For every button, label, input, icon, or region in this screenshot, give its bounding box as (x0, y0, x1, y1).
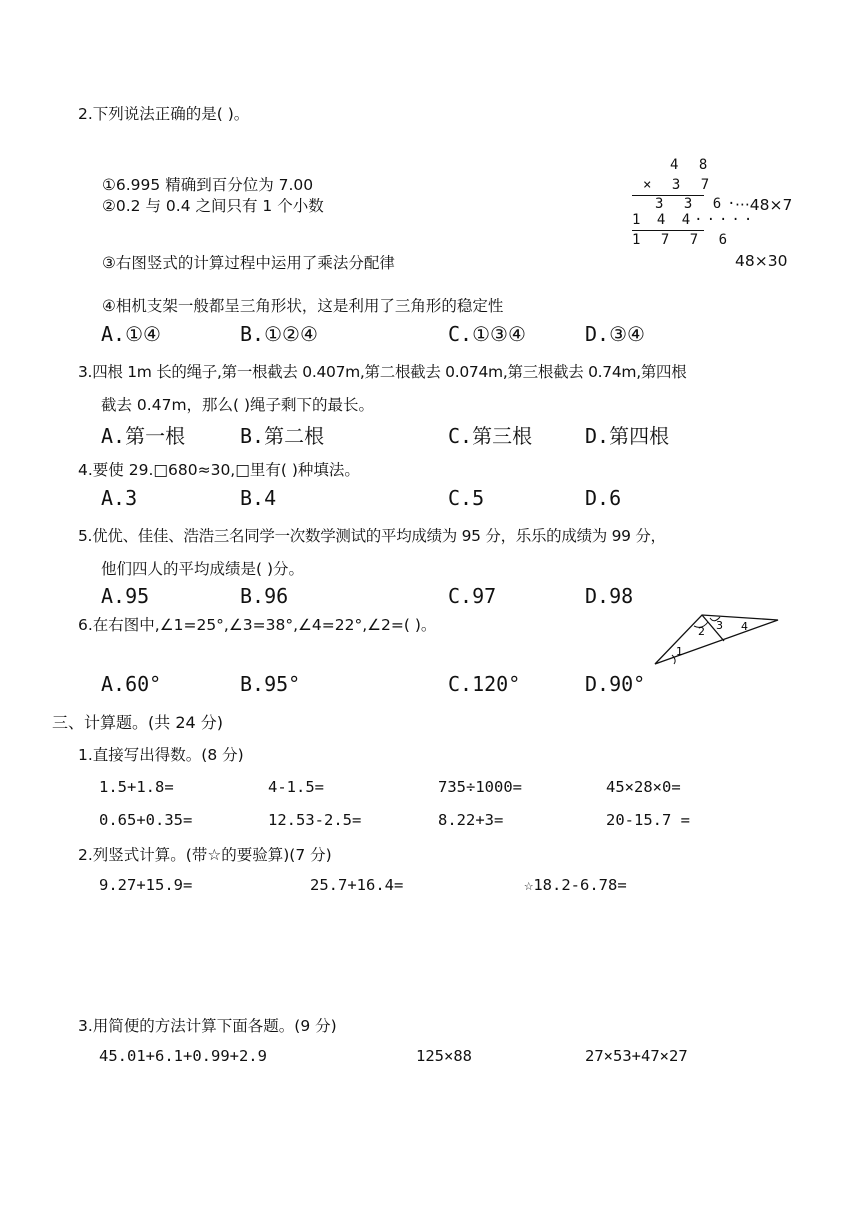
vm-note-2: 48×30 (735, 252, 788, 270)
vm-row-3: 3 3 6· (655, 196, 742, 212)
q4-option-c: C.5 (448, 486, 485, 510)
vm-note-1: ···48×7 (735, 196, 793, 214)
q3-option-d: D.第四根 (585, 424, 670, 448)
q2-option-a: A.①④ (101, 322, 161, 346)
q2-statement-1: ①6.995 精确到百分位为 7.00 (102, 176, 314, 194)
calc-1-3: 735÷1000= (438, 778, 522, 796)
q2-statement-2: ②0.2 与 0.4 之间只有 1 个小数 (102, 197, 324, 215)
q6-stem: 6.在右图中,∠1=25°,∠3=38°,∠4=22°,∠2=( )。 (78, 616, 437, 634)
vm-line-2 (632, 230, 704, 231)
q2-statement-3: ③右图竖式的计算过程中运用了乘法分配律 (102, 254, 395, 272)
calc-2-4: 20-15.7 = (606, 811, 690, 829)
q2-option-b: B.①②④ (240, 322, 318, 346)
vertical-calc-1: 9.27+15.9= (99, 876, 193, 894)
vertical-calc-2: 25.7+16.4= (310, 876, 404, 894)
q5-option-c: C.97 (448, 584, 497, 608)
calc-1-4: 45×28×0= (606, 778, 681, 796)
vm-row-2: × 3 7 (643, 177, 716, 193)
q6-option-b: B.95° (240, 672, 301, 696)
q3-option-b: B.第二根 (240, 424, 325, 448)
angle-label-4: 4 (741, 620, 748, 633)
q3-option-a: A.第一根 (101, 424, 186, 448)
simple-calc-1: 45.01+6.1+0.99+2.9 (99, 1047, 267, 1065)
angle-label-3: 3 (716, 619, 723, 632)
q5-option-d: D.98 (585, 584, 634, 608)
q2-option-d: D.③④ (585, 322, 645, 346)
q5-option-a: A.95 (101, 584, 150, 608)
vm-row-1: 4 8 (670, 157, 714, 173)
q3-line-1: 3.四根 1m 长的绳子,第一根截去 0.407m,第二根截去 0.074m,第三根截去 0.74m,第四根 (78, 363, 687, 381)
section-3-title: 三、计算题。(共 24 分) (52, 713, 224, 732)
q2-option-c: C.①③④ (448, 322, 526, 346)
simple-calc-2: 125×88 (416, 1047, 472, 1065)
simple-calc-3: 27×53+47×27 (585, 1047, 688, 1065)
angle-label-1: 1 (676, 645, 683, 658)
calc-2-1: 0.65+0.35= (99, 811, 193, 829)
q5-line-1: 5.优优、佳佳、浩浩三名同学一次数学测试的平均成绩为 95 分，乐乐的成绩为 99 分， (78, 527, 666, 545)
q4-option-d: D.6 (585, 486, 622, 510)
q6-option-d: D.90° (585, 672, 646, 696)
vertical-calc-3: ☆18.2-6.78= (524, 876, 627, 894)
vm-row-5: 1 7 7 6 (632, 232, 734, 248)
calc-2-2: 12.53-2.5= (268, 811, 362, 829)
q6-option-a: A.60° (101, 672, 162, 696)
q5-option-b: B.96 (240, 584, 289, 608)
angle-label-2: 2 (698, 625, 705, 638)
q4-option-b: B.4 (240, 486, 277, 510)
q4-option-a: A.3 (101, 486, 138, 510)
q4-stem: 4.要使 29.□680≈30,□里有( )种填法。 (78, 461, 360, 479)
calc-1-1: 1.5+1.8= (99, 778, 174, 796)
q5-line-2: 他们四人的平均成绩是( )分。 (101, 560, 305, 578)
q3-line-2: 截去 0.47m，那么( )绳子剩下的最长。 (101, 396, 375, 414)
calc-2-3: 8.22+3= (438, 811, 504, 829)
q2-statement-4: ④相机支架一般都呈三角形状，这是利用了三角形的稳定性 (102, 297, 504, 315)
vm-row-4: 1 4 4····· (632, 212, 757, 228)
triangle-figure (650, 608, 782, 668)
q6-option-c: C.120° (448, 672, 521, 696)
section-3-part-1-title: 1.直接写出得数。(8 分) (78, 746, 244, 764)
q3-option-c: C.第三根 (448, 424, 533, 448)
section-3-part-2-title: 2.列竖式计算。(带☆的要验算)(7 分) (78, 846, 332, 864)
calc-1-2: 4-1.5= (268, 778, 324, 796)
q2-stem: 2.下列说法正确的是( )。 (78, 105, 250, 123)
section-3-part-3-title: 3.用简便的方法计算下面各题。(9 分) (78, 1017, 337, 1035)
